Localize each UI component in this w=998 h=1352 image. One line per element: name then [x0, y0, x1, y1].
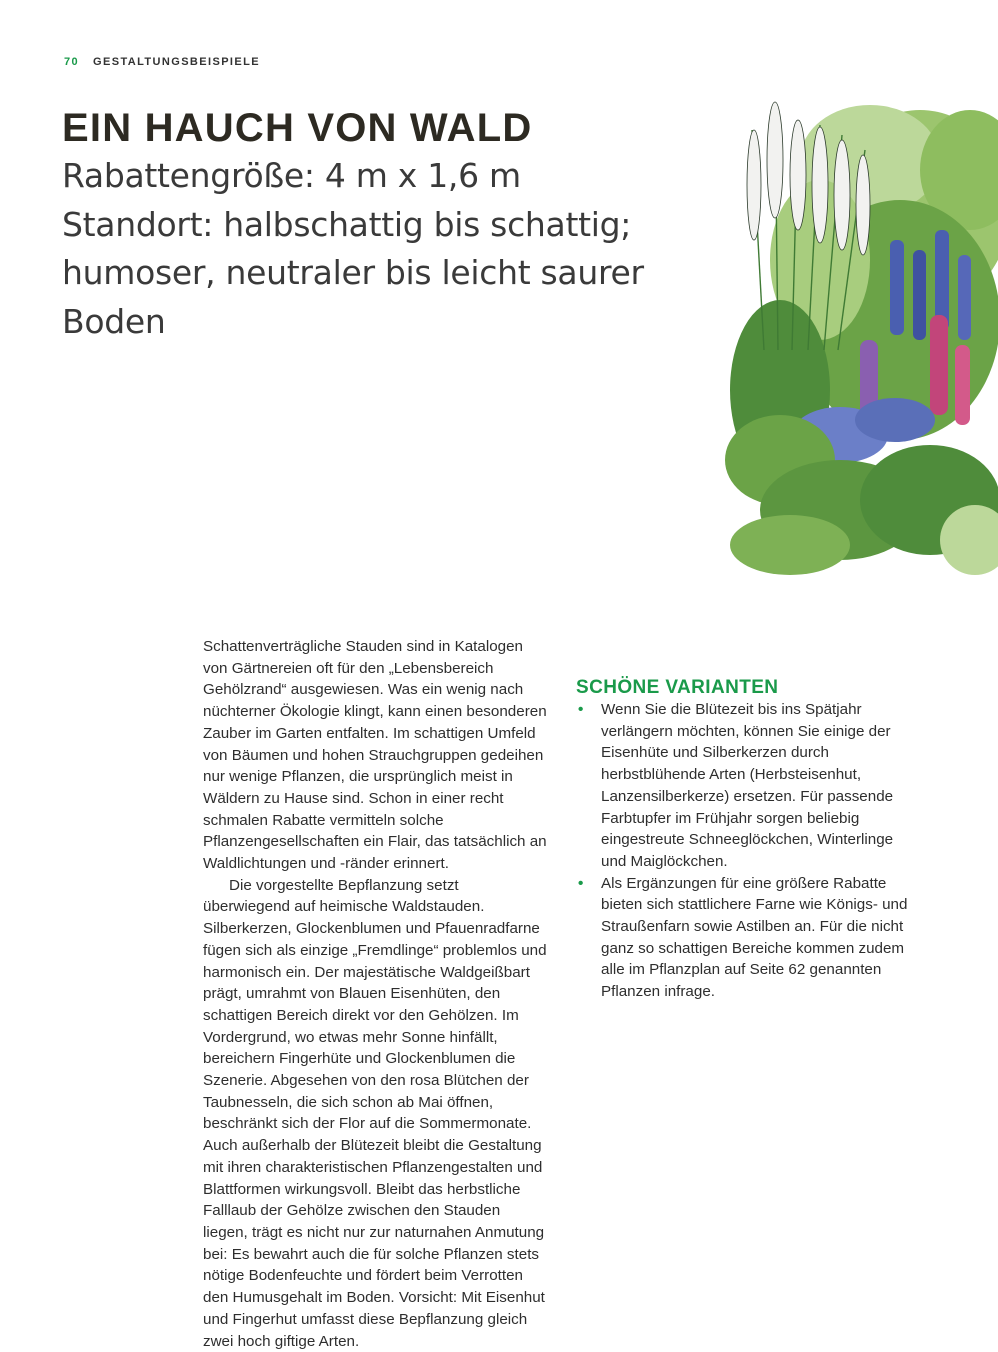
variant-text-1: Wenn Sie die Blütezeit bis ins Spätjahr verlängern möchten, können Sie einige der Eisenhüte und Silberkerzen durch herbstblühende Arten (Herbsteisenhut, Lanzensilberkerze) ersetzen. Für passende Farbtupfer im Frühjahr sorgen beliebig eingestreute Schneeglöckchen, Winterlinge und Maiglöckchen.	[601, 701, 894, 870]
page-title: EIN HAUCH VON WALD	[62, 106, 533, 150]
variants-list	[576, 699, 921, 1003]
subtitle	[62, 152, 682, 346]
subtitle-line-location: Standort: halbschattig bis schattig;	[62, 204, 632, 244]
subtitle-line-soil: humoser, neutraler bis leicht saurer	[62, 253, 644, 292]
page-number: 70	[64, 56, 80, 68]
bullet-icon: •	[578, 701, 584, 718]
body-paragraph-2: Die vorgestellte Bepflanzung setzt überwiegend auf heimische Waldstauden. Silberkerzen, Glockenblumen und Pfauenradfarne fügen sich als einzige „Fremdlinge“ problemlos und harmonisch ein. Der majestätische Waldgeißbart prägt, umrahmt von Blauen Eisenhüten, den schattigen Bereich direkt vor den Gehölzen. Im Vordergrund, wo etwas mehr Sonne hinfällt, bereichern Fingerhüte und Glockenblumen die Szenerie. Abgesehen von den rosa Blütchen der Taubnesseln, die sich schon ab Mai öffnen, beschränkt sich der Flor auf die Sommermonate. Auch außerhalb der Blütezeit bleibt die Gestaltung mit ihren charakteristischen Pflanzengestalten und Blattformen wirkungsvoll. Bleibt das herbstliche Falllaub der Gehölze zwischen den Stauden liegen, trägt es nicht nur zur naturnahen Anmutung bei: Es bewahrt auch die für solche Pflanzen stets nötige Bodenfeuchte und fördert beim Verrotten den Humusgehalt im Boden. Vorsicht: Mit Eisenhut und Fingerhut umfasst diese Bepflanzung gleich zwei hoch giftige Arten.	[203, 876, 547, 1350]
variants-heading: SCHÖNE VARIANTEN	[576, 677, 779, 698]
section-name: GESTALTUNGSBEISPIELE	[93, 56, 260, 68]
subtitle-line-soil-end: Boden	[62, 301, 166, 341]
subtitle-line-size: Rabattengröße: 4 m x 1,6 m	[62, 156, 521, 195]
body-column-right	[576, 636, 921, 1003]
variant-text-2: Als Ergänzungen für eine größere Rabatte bieten sich stattlichere Farne wie Königs- und Straußenfarn sowie Astilben an. Für die nicht ganz so schattigen Bereiche kommen zudem alle im Pflanzplan auf Seite 62 genannten Pflanzen infrage.	[601, 874, 908, 1001]
bullet-icon: •	[578, 874, 584, 892]
body-paragraph-1: Schattenverträgliche Stauden sind in Katalogen von Gärtnereien oft für den „Lebensbereich Gehölzrand“ ausgewiesen. Was ein wenig nach nüchterner Ökologie klingt, kann einen besonderen Zauber im Garten entfalten. Im schattigen Umfeld von Bäumen und hohen Strauchgruppen gedeihen nur wenige Pflanzen, die ursprünglich meist in Wäldern zu Hause sind. Schon in einer recht schmalen Rabatte vermitteln solche Pflanzengesellschaften ein Flair, das tatsächlich an Waldlichtungen und -ränder erinnert.	[203, 638, 547, 873]
running-head	[64, 56, 260, 68]
list-item	[576, 699, 921, 873]
list-item	[576, 873, 921, 1003]
plant-border-illustration	[720, 90, 998, 580]
body-column-left	[203, 636, 548, 1352]
